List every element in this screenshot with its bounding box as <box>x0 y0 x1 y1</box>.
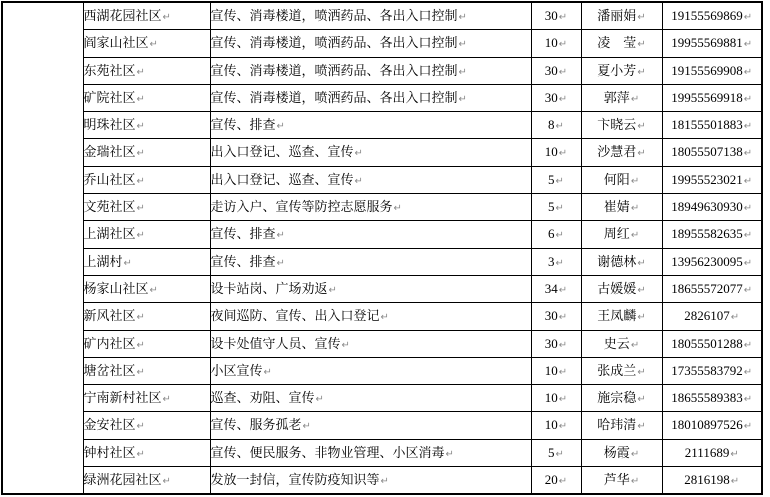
line-break-mark-icon: ↵ <box>136 203 145 215</box>
line-break-mark-icon: ↵ <box>276 121 285 133</box>
table-row <box>2 30 762 57</box>
person-cell <box>581 194 662 221</box>
person-cell <box>581 2 662 30</box>
line-break-mark-icon: ↵ <box>555 203 564 215</box>
task-cell <box>210 30 531 57</box>
phone-cell <box>662 275 762 302</box>
count-cell-text: 5 <box>548 444 555 460</box>
task-cell <box>210 330 531 357</box>
line-break-mark-icon: ↵ <box>276 230 285 242</box>
line-break-mark-icon: ↵ <box>630 230 640 242</box>
community-cell <box>83 194 210 221</box>
line-break-mark-icon: ↵ <box>136 366 145 378</box>
task-cell-text: 宣传、消毒楼道，喷洒药品、各出入口控制 <box>210 8 458 23</box>
phone-cell-text: 17355583792 <box>671 362 743 378</box>
person-cell-text: 芦华 <box>603 472 630 488</box>
phone-cell-text: 19955523021 <box>671 171 743 187</box>
count-cell <box>531 194 581 221</box>
task-cell <box>210 2 531 30</box>
community-cell <box>83 84 210 111</box>
line-break-mark-icon: ↵ <box>136 339 145 351</box>
phone-cell <box>662 139 762 166</box>
community-cell <box>83 439 210 466</box>
line-break-mark-icon: ↵ <box>558 421 568 433</box>
community-cell-text: 金安社区 <box>83 417 136 433</box>
task-cell <box>210 139 531 166</box>
person-cell <box>581 221 662 248</box>
task-cell-text: 宣传、便民服务、非物业管理、小区消毒 <box>210 444 445 460</box>
line-break-mark-icon: ↵ <box>136 175 145 187</box>
line-break-mark-icon: ↵ <box>136 312 145 324</box>
line-break-mark-icon: ↵ <box>393 203 402 215</box>
line-break-mark-icon: ↵ <box>743 66 753 78</box>
person-cell <box>581 30 662 57</box>
line-break-mark-icon: ↵ <box>558 476 568 488</box>
community-cell <box>83 467 210 495</box>
person-cell-text: 谢德林 <box>597 253 637 269</box>
line-break-mark-icon: ↵ <box>630 448 640 460</box>
count-cell-text: 10 <box>544 35 558 51</box>
count-cell-text: 5 <box>548 171 555 187</box>
line-break-mark-icon: ↵ <box>730 448 739 460</box>
count-cell-text: 10 <box>544 362 558 378</box>
line-break-mark-icon: ↵ <box>743 284 753 296</box>
line-break-mark-icon: ↵ <box>637 148 646 160</box>
line-break-mark-icon: ↵ <box>445 448 454 460</box>
person-cell <box>581 412 662 439</box>
phone-cell-text: 18655589383 <box>671 390 743 406</box>
line-break-mark-icon: ↵ <box>276 257 285 269</box>
line-break-mark-icon: ↵ <box>555 448 564 460</box>
count-cell-text: 10 <box>544 144 558 160</box>
community-cell-text: 塘岔社区 <box>83 362 136 378</box>
line-break-mark-icon: ↵ <box>555 121 564 133</box>
person-cell <box>581 139 662 166</box>
person-cell <box>581 248 662 275</box>
count-cell <box>531 467 581 495</box>
count-cell <box>531 2 581 30</box>
count-cell <box>531 330 581 357</box>
community-cell-text: 阎家山社区 <box>83 35 149 51</box>
task-cell-text: 宣传、排查 <box>210 253 276 269</box>
community-cell <box>83 248 210 275</box>
table-row <box>2 330 762 357</box>
count-cell <box>531 357 581 384</box>
community-duty-table <box>1 1 763 495</box>
table-row <box>2 275 762 302</box>
line-break-mark-icon: ↵ <box>558 66 568 78</box>
count-cell <box>531 57 581 84</box>
line-break-mark-icon: ↵ <box>558 12 568 23</box>
person-cell-text: 杨霞 <box>603 444 630 460</box>
line-break-mark-icon: ↵ <box>380 476 389 488</box>
table-row <box>2 194 762 221</box>
count-cell <box>531 275 581 302</box>
task-cell <box>210 194 531 221</box>
count-cell <box>531 84 581 111</box>
person-cell-text: 古媛媛 <box>597 280 637 296</box>
line-break-mark-icon: ↵ <box>558 366 568 378</box>
community-cell <box>83 303 210 330</box>
table-row <box>2 439 762 466</box>
task-cell <box>210 439 531 466</box>
person-cell-text: 张成兰 <box>597 362 637 378</box>
community-cell-text: 上湖村 <box>83 253 123 269</box>
line-break-mark-icon: ↵ <box>136 66 145 78</box>
line-break-mark-icon: ↵ <box>136 93 145 105</box>
phone-cell-text: 18010897526 <box>671 417 743 433</box>
line-break-mark-icon: ↵ <box>743 12 753 23</box>
line-break-mark-icon: ↵ <box>555 230 564 242</box>
table-row <box>2 166 762 193</box>
community-cell-text: 绿洲花园社区 <box>83 472 162 488</box>
phone-cell <box>662 57 762 84</box>
table-row <box>2 221 762 248</box>
table-row <box>2 385 762 412</box>
person-cell-text: 王凤麟 <box>597 308 637 324</box>
line-break-mark-icon: ↵ <box>743 203 753 215</box>
person-cell-text: 崔婧 <box>603 199 630 215</box>
task-cell-text: 宣传、排查 <box>210 226 276 242</box>
line-break-mark-icon: ↵ <box>743 339 753 351</box>
phone-cell <box>662 467 762 495</box>
line-break-mark-icon: ↵ <box>558 93 568 105</box>
person-cell <box>581 439 662 466</box>
line-break-mark-icon: ↵ <box>328 284 337 296</box>
line-break-mark-icon: ↵ <box>354 148 363 160</box>
person-cell-text: 沙慧君 <box>597 144 637 160</box>
line-break-mark-icon: ↵ <box>149 284 158 296</box>
task-cell-text: 宣传、服务孤老 <box>210 417 302 433</box>
count-cell <box>531 112 581 139</box>
phone-cell <box>662 248 762 275</box>
person-cell <box>581 467 662 495</box>
line-break-mark-icon: ↵ <box>743 230 753 242</box>
community-cell-text: 明珠社区 <box>83 117 136 133</box>
table-row <box>2 248 762 275</box>
count-cell-text: 34 <box>544 280 558 296</box>
task-cell-text: 夜间巡防、宣传、出入口登记 <box>210 308 380 324</box>
line-break-mark-icon: ↵ <box>743 257 753 269</box>
table-row <box>2 303 762 330</box>
table-row <box>2 84 762 111</box>
line-break-mark-icon: ↵ <box>162 394 171 406</box>
line-break-mark-icon: ↵ <box>730 476 740 488</box>
count-cell-text: 30 <box>544 308 558 324</box>
line-break-mark-icon: ↵ <box>743 366 753 378</box>
community-cell <box>83 357 210 384</box>
count-cell-text: 10 <box>544 417 558 433</box>
phone-cell-text: 18949630930 <box>671 199 743 215</box>
task-cell <box>210 385 531 412</box>
count-cell <box>531 385 581 412</box>
line-break-mark-icon: ↵ <box>637 12 646 23</box>
phone-cell-text: 13956230095 <box>671 253 743 269</box>
task-cell-text: 发放一封信，宣传防疫知识等 <box>210 472 380 488</box>
line-break-mark-icon: ↵ <box>458 39 467 51</box>
phone-cell-text: 18955582635 <box>671 226 743 242</box>
task-cell-text: 走访入户、宣传等防控志愿服务 <box>210 199 393 215</box>
task-cell <box>210 467 531 495</box>
line-break-mark-icon: ↵ <box>136 148 145 160</box>
line-break-mark-icon: ↵ <box>743 148 753 160</box>
line-break-mark-icon: ↵ <box>637 121 646 133</box>
phone-cell <box>662 303 762 330</box>
count-cell <box>531 166 581 193</box>
person-cell-text: 卞晓云 <box>597 117 637 133</box>
person-cell-text: 凌 莹 <box>597 35 637 51</box>
line-break-mark-icon: ↵ <box>136 448 145 460</box>
community-cell <box>83 112 210 139</box>
task-cell <box>210 112 531 139</box>
phone-cell <box>662 112 762 139</box>
task-cell-text: 小区宣传 <box>210 362 263 378</box>
community-cell <box>83 57 210 84</box>
task-cell <box>210 357 531 384</box>
line-break-mark-icon: ↵ <box>555 257 564 269</box>
table-row <box>2 112 762 139</box>
line-break-mark-icon: ↵ <box>458 12 467 23</box>
person-cell-text: 史云 <box>603 335 630 351</box>
merged-blank-cell <box>2 2 83 494</box>
line-break-mark-icon: ↵ <box>743 93 753 105</box>
count-cell-text: 5 <box>548 199 555 215</box>
task-cell <box>210 248 531 275</box>
count-cell-text: 6 <box>548 226 555 242</box>
phone-cell-text: 19155569908 <box>671 62 743 78</box>
task-cell-text: 出入口登记、巡查、宣传 <box>210 144 354 160</box>
phone-cell <box>662 439 762 466</box>
count-cell-text: 8 <box>548 117 555 133</box>
line-break-mark-icon: ↵ <box>637 394 646 406</box>
count-cell <box>531 221 581 248</box>
community-cell <box>83 385 210 412</box>
line-break-mark-icon: ↵ <box>558 394 568 406</box>
line-break-mark-icon: ↵ <box>380 312 389 324</box>
task-cell-text: 出入口登记、巡查、宣传 <box>210 171 354 187</box>
line-break-mark-icon: ↵ <box>458 66 467 78</box>
task-cell-text: 宣传、消毒楼道，喷洒药品、各出入口控制 <box>210 89 458 105</box>
community-cell-text: 新风社区 <box>83 308 136 324</box>
table-row <box>2 2 762 30</box>
community-cell <box>83 221 210 248</box>
count-cell-text: 10 <box>544 390 558 406</box>
count-cell-text: 20 <box>544 472 558 488</box>
line-break-mark-icon: ↵ <box>162 476 171 488</box>
phone-cell <box>662 412 762 439</box>
phone-cell-text: 18055507138 <box>671 144 743 160</box>
phone-cell-text: 18055501288 <box>671 335 743 351</box>
phone-cell <box>662 194 762 221</box>
task-cell <box>210 166 531 193</box>
task-cell-text: 宣传、排查 <box>210 117 276 133</box>
task-cell-text: 宣传、消毒楼道，喷洒药品、各出入口控制 <box>210 35 458 51</box>
phone-cell <box>662 2 762 30</box>
table-row <box>2 57 762 84</box>
count-cell <box>531 412 581 439</box>
line-break-mark-icon: ↵ <box>136 121 145 133</box>
task-cell <box>210 84 531 111</box>
line-break-mark-icon: ↵ <box>637 366 646 378</box>
line-break-mark-icon: ↵ <box>315 394 324 406</box>
person-cell-text: 周红 <box>603 226 630 242</box>
phone-cell-text: 19955569881 <box>671 35 743 51</box>
phone-cell-text: 18155501883 <box>671 117 743 133</box>
phone-cell <box>662 166 762 193</box>
person-cell <box>581 385 662 412</box>
phone-cell-text: 19155569869 <box>671 8 743 23</box>
line-break-mark-icon: ↵ <box>354 175 363 187</box>
phone-cell <box>662 221 762 248</box>
count-cell-text: 30 <box>544 335 558 351</box>
line-break-mark-icon: ↵ <box>263 366 272 378</box>
person-cell <box>581 275 662 302</box>
phone-cell-text: 2816198 <box>684 472 730 488</box>
person-cell <box>581 357 662 384</box>
line-break-mark-icon: ↵ <box>637 421 646 433</box>
line-break-mark-icon: ↵ <box>637 39 646 51</box>
line-break-mark-icon: ↵ <box>123 257 132 269</box>
line-break-mark-icon: ↵ <box>637 284 646 296</box>
line-break-mark-icon: ↵ <box>743 39 753 51</box>
line-break-mark-icon: ↵ <box>630 476 640 488</box>
line-break-mark-icon: ↵ <box>743 121 753 133</box>
person-cell-text: 施宗稳 <box>597 390 637 406</box>
count-cell <box>531 30 581 57</box>
line-break-mark-icon: ↵ <box>637 312 646 324</box>
count-cell-text: 30 <box>544 89 558 105</box>
community-cell <box>83 2 210 30</box>
line-break-mark-icon: ↵ <box>149 39 158 51</box>
community-cell <box>83 412 210 439</box>
line-break-mark-icon: ↵ <box>637 66 646 78</box>
table-body <box>2 2 762 494</box>
community-cell-text: 矿内社区 <box>83 335 136 351</box>
community-cell-text: 文苑社区 <box>83 199 136 215</box>
community-cell-text: 杨家山社区 <box>83 280 149 296</box>
line-break-mark-icon: ↵ <box>630 339 640 351</box>
line-break-mark-icon: ↵ <box>637 257 646 269</box>
line-break-mark-icon: ↵ <box>458 93 467 105</box>
count-cell <box>531 139 581 166</box>
person-cell-text: 郭萍 <box>603 89 630 105</box>
task-cell-text: 设卡处值守人员、宣传 <box>210 335 341 351</box>
line-break-mark-icon: ↵ <box>743 394 753 406</box>
line-break-mark-icon: ↵ <box>555 175 564 187</box>
community-cell-text: 东苑社区 <box>83 62 136 78</box>
count-cell-text: 3 <box>548 253 555 269</box>
phone-cell-text: 18655572077 <box>671 280 743 296</box>
community-cell <box>83 139 210 166</box>
community-cell-text: 乔山社区 <box>83 171 136 187</box>
line-break-mark-icon: ↵ <box>162 12 171 23</box>
person-cell <box>581 303 662 330</box>
count-cell-text: 30 <box>544 62 558 78</box>
line-break-mark-icon: ↵ <box>630 93 640 105</box>
table-row <box>2 467 762 495</box>
task-cell-text: 宣传、消毒楼道，喷洒药品、各出入口控制 <box>210 62 458 78</box>
community-cell-text: 矿院社区 <box>83 89 136 105</box>
line-break-mark-icon: ↵ <box>630 203 640 215</box>
line-break-mark-icon: ↵ <box>730 312 740 324</box>
task-cell-text: 巡查、劝阻、宣传 <box>210 390 315 406</box>
count-cell-text: 30 <box>544 8 558 23</box>
task-cell <box>210 57 531 84</box>
community-cell <box>83 275 210 302</box>
community-cell <box>83 166 210 193</box>
phone-cell <box>662 357 762 384</box>
phone-cell <box>662 30 762 57</box>
count-cell <box>531 248 581 275</box>
line-break-mark-icon: ↵ <box>558 148 568 160</box>
person-cell <box>581 57 662 84</box>
task-cell <box>210 412 531 439</box>
person-cell <box>581 112 662 139</box>
count-cell <box>531 303 581 330</box>
table-row <box>2 139 762 166</box>
community-cell <box>83 30 210 57</box>
phone-cell <box>662 84 762 111</box>
person-cell-text: 潘丽娟 <box>597 8 637 23</box>
line-break-mark-icon: ↵ <box>558 39 568 51</box>
task-cell <box>210 303 531 330</box>
table-row <box>2 357 762 384</box>
community-cell-text: 钟村社区 <box>83 444 136 460</box>
person-cell <box>581 330 662 357</box>
person-cell <box>581 166 662 193</box>
community-cell-text: 宁南新村社区 <box>83 390 162 406</box>
line-break-mark-icon: ↵ <box>136 421 145 433</box>
task-cell-text: 设卡站岗、广场劝返 <box>210 280 328 296</box>
person-cell-text: 何阳 <box>603 171 630 187</box>
count-cell <box>531 439 581 466</box>
line-break-mark-icon: ↵ <box>558 284 568 296</box>
phone-cell <box>662 330 762 357</box>
table-row <box>2 412 762 439</box>
community-cell-text: 上湖社区 <box>83 226 136 242</box>
phone-cell-text: 2111689 <box>684 444 730 460</box>
line-break-mark-icon: ↵ <box>341 339 350 351</box>
line-break-mark-icon: ↵ <box>743 175 753 187</box>
person-cell-text: 夏小芳 <box>597 62 637 78</box>
line-break-mark-icon: ↵ <box>136 230 145 242</box>
line-break-mark-icon: ↵ <box>630 175 640 187</box>
line-break-mark-icon: ↵ <box>558 312 568 324</box>
community-cell-text: 金瑞社区 <box>83 144 136 160</box>
phone-cell-text: 19955569918 <box>671 89 743 105</box>
line-break-mark-icon: ↵ <box>302 421 311 433</box>
person-cell-text: 哈玮清 <box>597 417 637 433</box>
phone-cell-text: 2826107 <box>684 308 730 324</box>
task-cell <box>210 275 531 302</box>
line-break-mark-icon: ↵ <box>558 339 568 351</box>
task-cell <box>210 221 531 248</box>
community-cell-text: 西湖花园社区 <box>83 8 162 23</box>
phone-cell <box>662 385 762 412</box>
person-cell <box>581 84 662 111</box>
community-cell <box>83 330 210 357</box>
line-break-mark-icon: ↵ <box>743 421 753 433</box>
